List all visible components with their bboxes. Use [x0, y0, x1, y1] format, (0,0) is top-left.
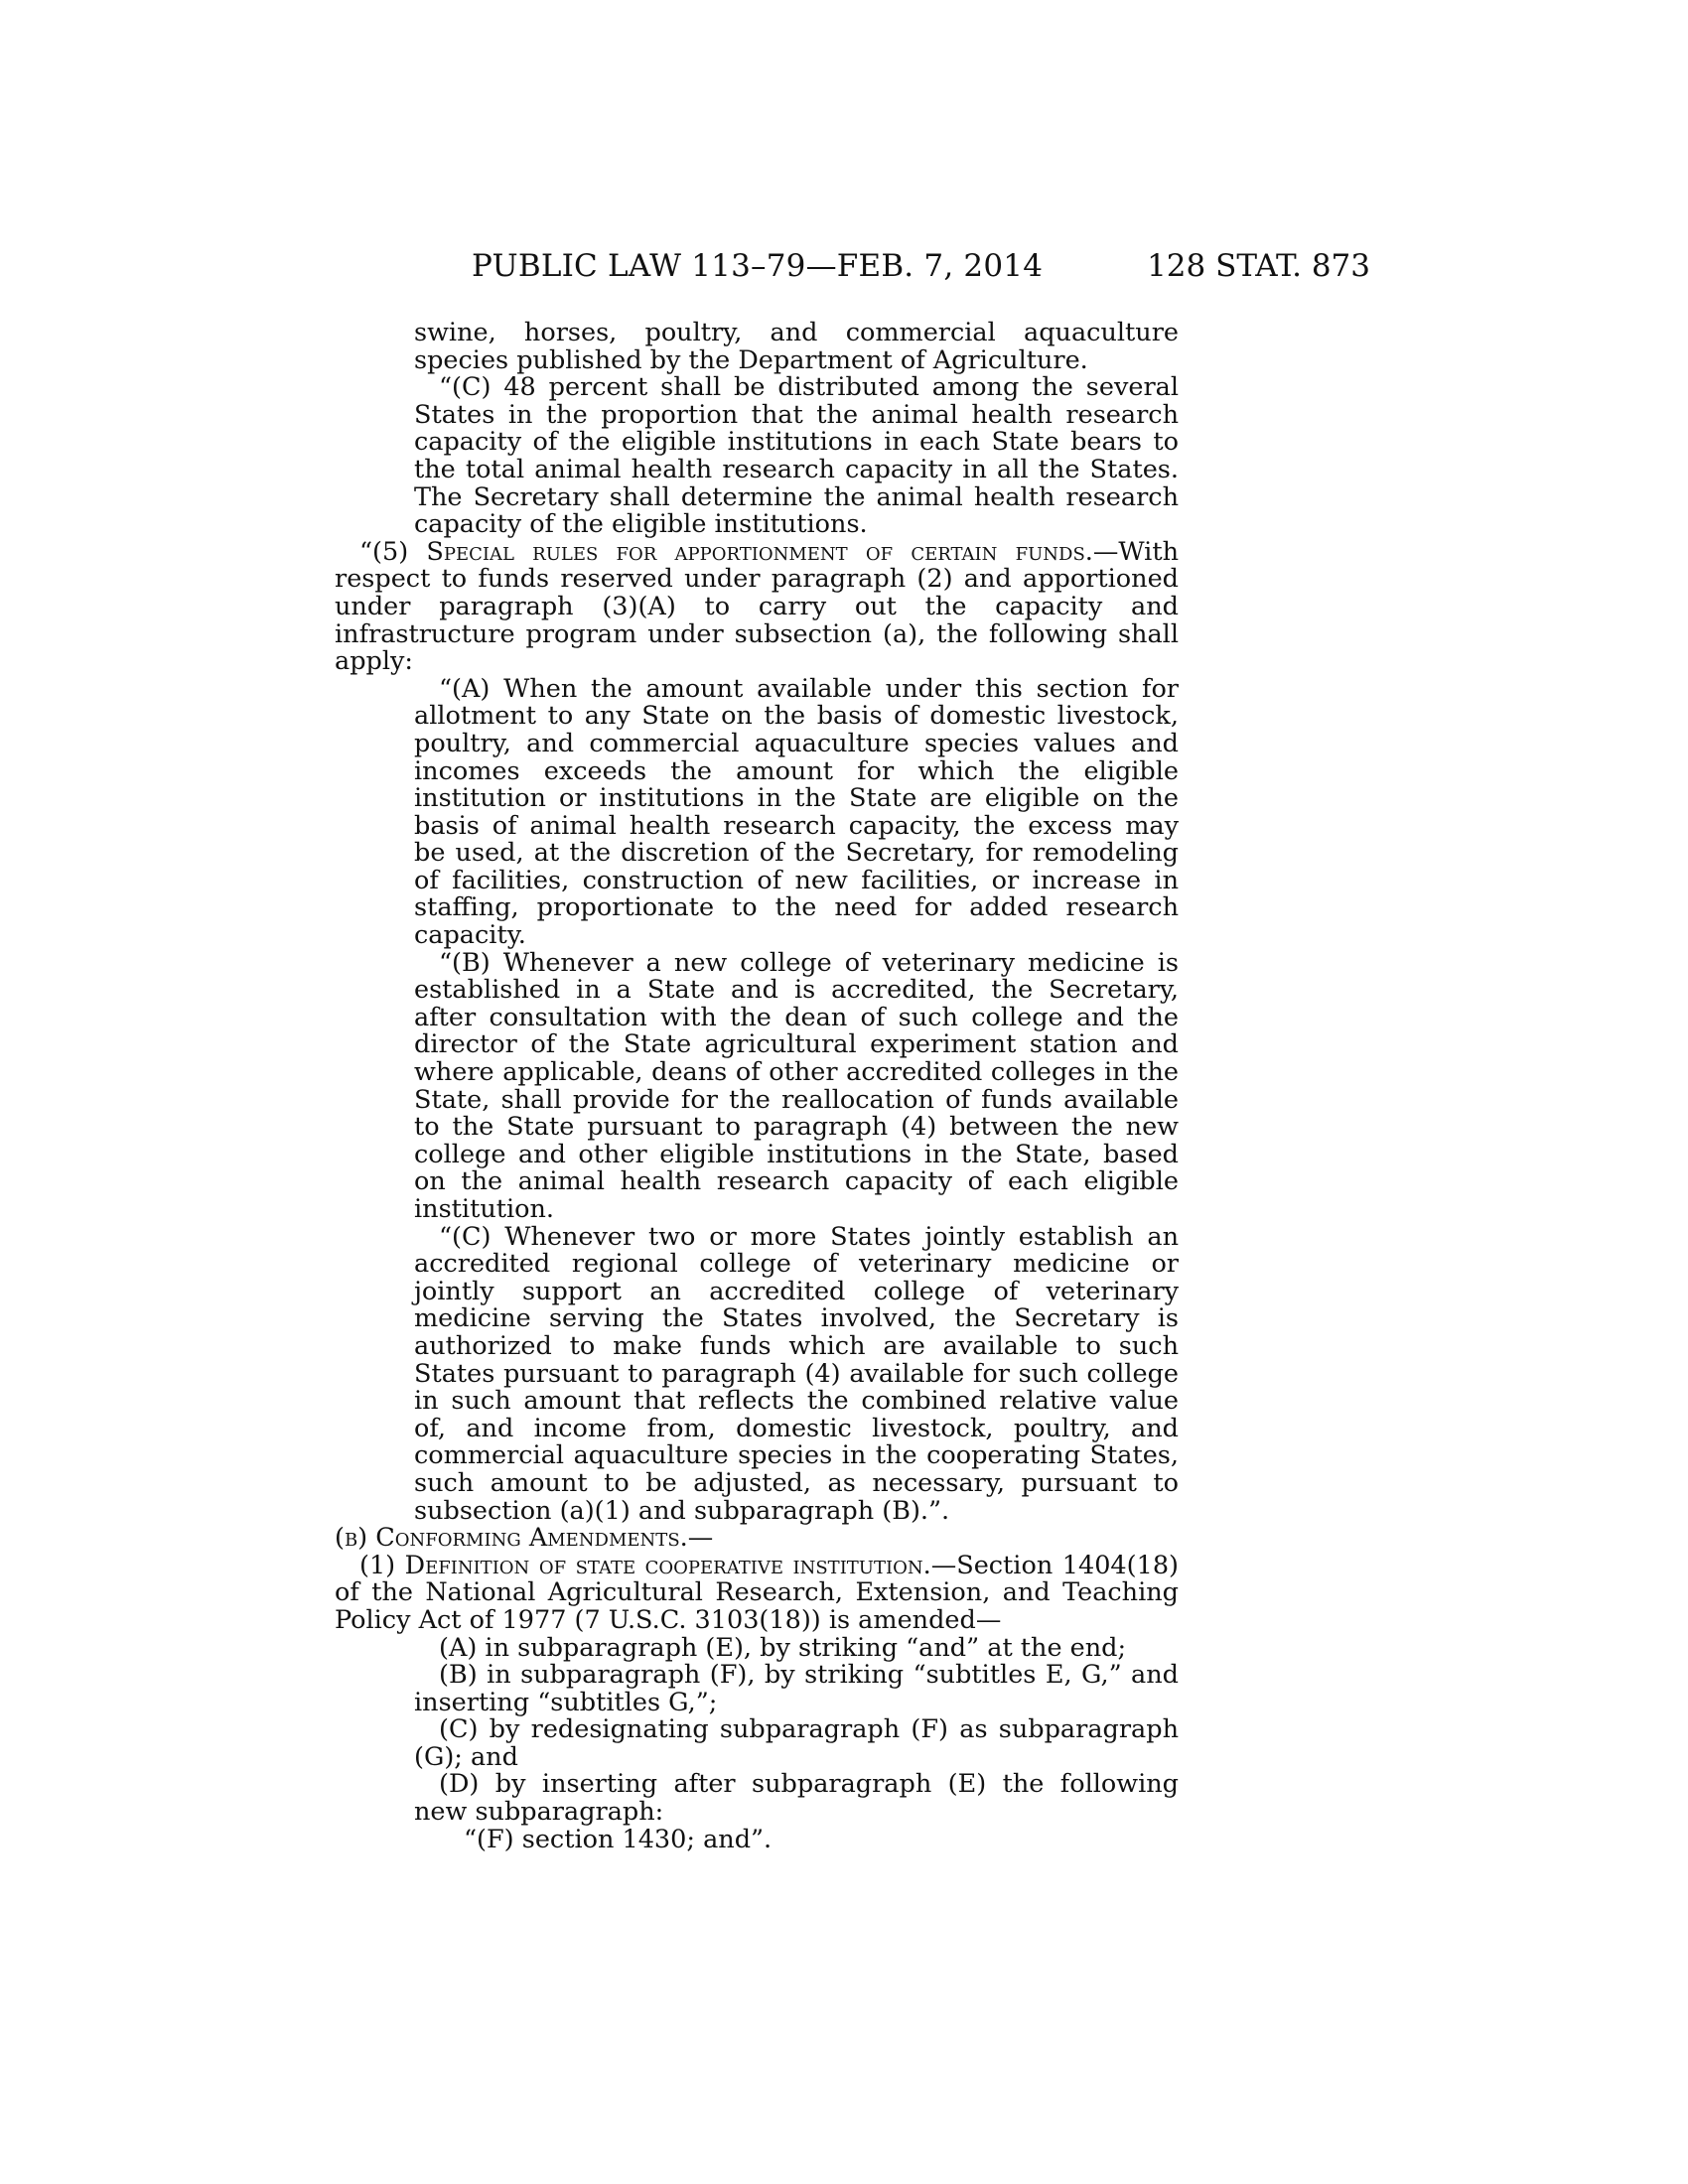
- paragraph-heading: (1) Definition of state cooperative institution.: [359, 1550, 931, 1580]
- page-folio: 128 STAT. 873: [1147, 248, 1370, 284]
- paragraph-5-special-rules: [335, 536, 1179, 677]
- body-text: [335, 320, 1179, 1853]
- inserted-text: “(F) section 1430; and”.: [464, 1824, 773, 1854]
- paragraph-text: —Section 1404(18) of the National Agricultural Research, Extension, and Teaching Policy Act of 1977 (7 U.S.C. 3103(18)) is amended—: [335, 1550, 1179, 1635]
- amendment-c: (C) by redesignating subparagraph (F) as subparagraph (G); and: [414, 1714, 1179, 1772]
- paragraph-a-allotment: “(A) When the amount available under this section for allotment to any State on the basis of domestic livestock, poultry, and commercial aquaculture species values and incomes exceeds the amount for which the eligible institution or institutions in the State are eligible on the basis of animal health research capacity, the excess may be used, at the discretion of the Secretary, for remodeling of facilities, construction of new facilities, or increase in staffing, proportionate to the need for added research capacity.: [414, 673, 1179, 951]
- paragraph-1-definition: [335, 1550, 1179, 1635]
- paragraph-heading: (b) Conforming Amendments.: [335, 1523, 688, 1554]
- paragraph-c-48-percent: “(C) 48 percent shall be distributed among the several States in the proportion that the animal health research capacity of the eligible institutions in each State bears to the total animal health research capacity in all the States. The Secretary shall determine the animal health research capacity of the eligible institutions.: [414, 372, 1179, 540]
- running-head: PUBLIC LAW 113–79—FEB. 7, 2014: [472, 248, 1044, 284]
- subsection-b-heading: [335, 1525, 1179, 1553]
- amendment-a: (A) in subparagraph (E), by striking “and” at the end;: [439, 1632, 1127, 1663]
- amendment-d: (D) by inserting after subparagraph (E) the following new subparagraph:: [414, 1769, 1179, 1828]
- paragraph-c-regional-college: “(C) Whenever two or more States jointly establish an accredited regional college of veterinary medicine or jointly support an accredited college of veterinary medicine serving the States involved, the Secretary is authorized to make funds which are available to such States pursuant to paragraph (4) available for such college in such amount that reflects the combined relative value of, and income from, domestic livestock, poultry, and commercial aquaculture species in the cooperating States, such amount to be adjusted, as necessary, pursuant to subsection (a)(1) and subparagraph (B).”.: [414, 1221, 1179, 1526]
- paragraph-b-new-college: “(B) Whenever a new college of veterinary medicine is established in a State and is accredited, the Secretary, after consultation with the dean of such college and the director of the State agricultural experiment station and where applicable, deans of other accredited colleges in the State, shall provide for the reallocation of funds available to the State pursuant to paragraph (4) between the new college and other eligible institutions in the State, based on the animal health research capacity of each eligible institution.: [414, 947, 1179, 1224]
- paragraph-text: —: [687, 1523, 714, 1554]
- paragraph-heading: “(5) Special rules for apportionment of certain funds.: [359, 536, 1093, 567]
- paragraph-continued: swine, horses, poultry, and commercial aquaculture species published by the Department of Agriculture.: [414, 318, 1179, 375]
- paragraph-text: —With respect to funds reserved under paragraph (2) and apportioned under paragraph (3)(A) to carry out the capacity and infrastructure program under subsection (a), the following shall apply:: [335, 536, 1179, 677]
- amendment-b: (B) in subparagraph (F), by striking “subtitles E, G,” and inserting “subtitles G,”;: [414, 1660, 1179, 1717]
